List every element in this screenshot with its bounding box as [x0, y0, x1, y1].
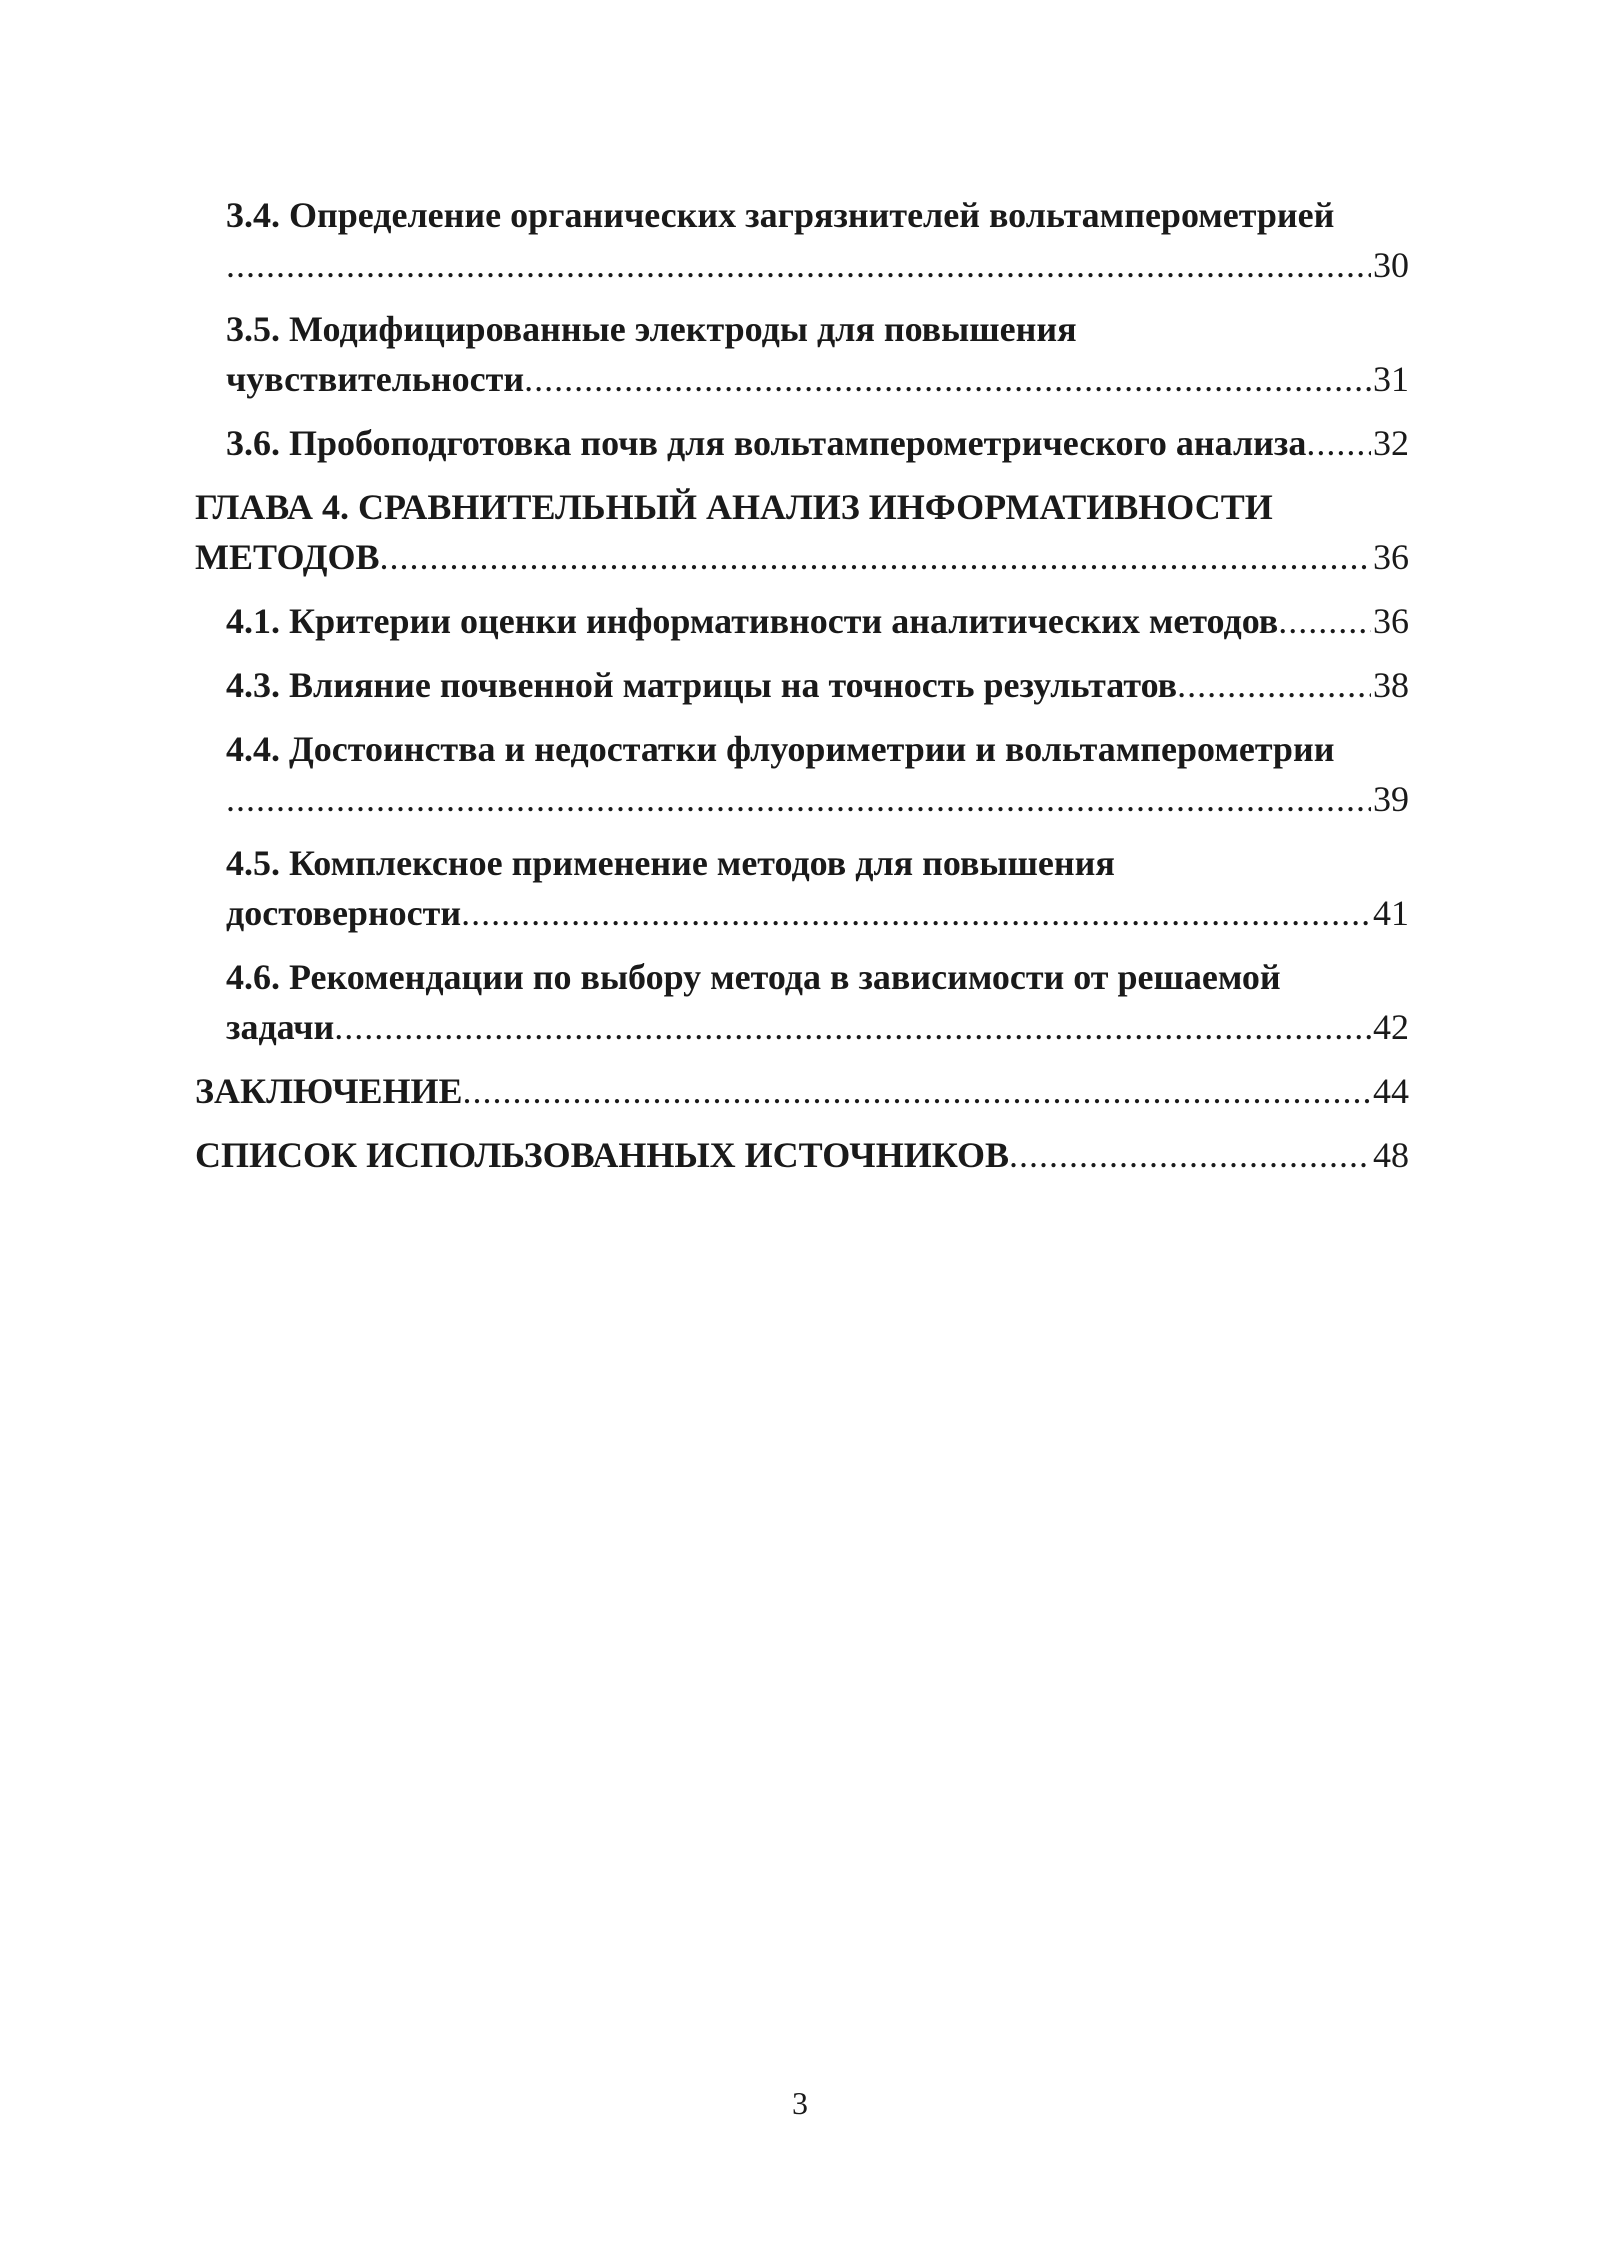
toc-page-number: 38: [1373, 665, 1409, 705]
dot-leader: [334, 1002, 1371, 1052]
toc-entry-title: 3.6. Пробоподготовка почв для вольтамперометрического анализа: [226, 423, 1307, 463]
toc-entry-line: [226, 660, 1409, 710]
toc-entry-3-6[interactable]: [195, 418, 1409, 468]
toc-page-number: 44: [1373, 1071, 1409, 1111]
toc-entry-title: СПИСОК ИСПОЛЬЗОВАННЫХ ИСТОЧНИКОВ: [195, 1135, 1009, 1175]
toc-entry-4-5[interactable]: [195, 838, 1409, 938]
table-of-contents: [195, 190, 1409, 1194]
toc-page-number: 32: [1373, 423, 1409, 463]
dot-leader: [524, 354, 1371, 404]
dot-leader: [461, 888, 1371, 938]
toc-page-number: 42: [1373, 1007, 1409, 1047]
toc-page-number: 36: [1373, 537, 1409, 577]
toc-entry-title: 3.4. Определение органических загрязнителей вольтамперометрией: [226, 195, 1335, 235]
toc-entry-title-end: МЕТОДОВ: [195, 537, 380, 577]
dot-leader: [380, 532, 1371, 582]
toc-page-number: 41: [1373, 893, 1409, 933]
toc-entry-title: ЗАКЛЮЧЕНИЕ: [195, 1071, 463, 1111]
toc-entry-title: 4.5. Комплексное применение методов для повышения: [226, 843, 1115, 883]
toc-entry-3-4[interactable]: [195, 190, 1409, 290]
toc-entry-line: [226, 888, 1409, 938]
toc-entry-chapter-4[interactable]: [195, 482, 1409, 582]
toc-page-number: 31: [1373, 359, 1409, 399]
toc-page-number: 36: [1373, 601, 1409, 641]
toc-entry-4-3[interactable]: [195, 660, 1409, 710]
toc-entry-title: 4.6. Рекомендации по выбору метода в зависимости от решаемой: [226, 957, 1281, 997]
dot-leader: [1009, 1130, 1371, 1180]
dot-leader: [1177, 660, 1371, 710]
toc-entry-line: [226, 596, 1409, 646]
dot-leader: [463, 1066, 1371, 1116]
toc-entry-title: 4.1. Критерии оценки информативности аналитических методов: [226, 601, 1279, 641]
toc-entry-conclusion[interactable]: [195, 1066, 1409, 1116]
dot-leader: [226, 774, 1371, 824]
toc-entry-3-5[interactable]: [195, 304, 1409, 404]
toc-entry-line: [226, 354, 1409, 404]
toc-entry-4-4[interactable]: [195, 724, 1409, 824]
toc-entry-references[interactable]: [195, 1130, 1409, 1180]
toc-page-number: 39: [1373, 779, 1409, 819]
toc-entry-line: [195, 1130, 1409, 1180]
toc-entry-title: 4.4. Достоинства и недостатки флуориметрии и вольтамперометрии: [226, 729, 1335, 769]
dot-leader: [226, 240, 1371, 290]
toc-entry-line: [195, 532, 1409, 582]
toc-entry-title: 3.5. Модифицированные электроды для повышения: [226, 309, 1077, 349]
toc-entry-line: [226, 240, 1409, 290]
toc-entry-4-6[interactable]: [195, 952, 1409, 1052]
toc-entry-title-end: задачи: [226, 1007, 335, 1047]
toc-page-number: 48: [1373, 1135, 1409, 1175]
toc-entry-line: [226, 1002, 1409, 1052]
toc-entry-4-1[interactable]: [195, 596, 1409, 646]
toc-entry-line: [226, 418, 1409, 468]
toc-entry-line: [195, 1066, 1409, 1116]
toc-entry-title-end: чувствительности: [226, 359, 525, 399]
toc-page-number: 30: [1373, 245, 1409, 285]
dot-leader: [1278, 596, 1371, 646]
toc-entry-title: 4.3. Влияние почвенной матрицы на точность результатов: [226, 665, 1178, 705]
toc-entry-line: [226, 774, 1409, 824]
dot-leader: [1306, 418, 1371, 468]
toc-entry-title: ГЛАВА 4. СРАВНИТЕЛЬНЫЙ АНАЛИЗ ИНФОРМАТИВНОСТИ: [195, 487, 1273, 527]
page-number: 3: [792, 2085, 808, 2121]
toc-entry-title-end: достоверности: [226, 893, 462, 933]
